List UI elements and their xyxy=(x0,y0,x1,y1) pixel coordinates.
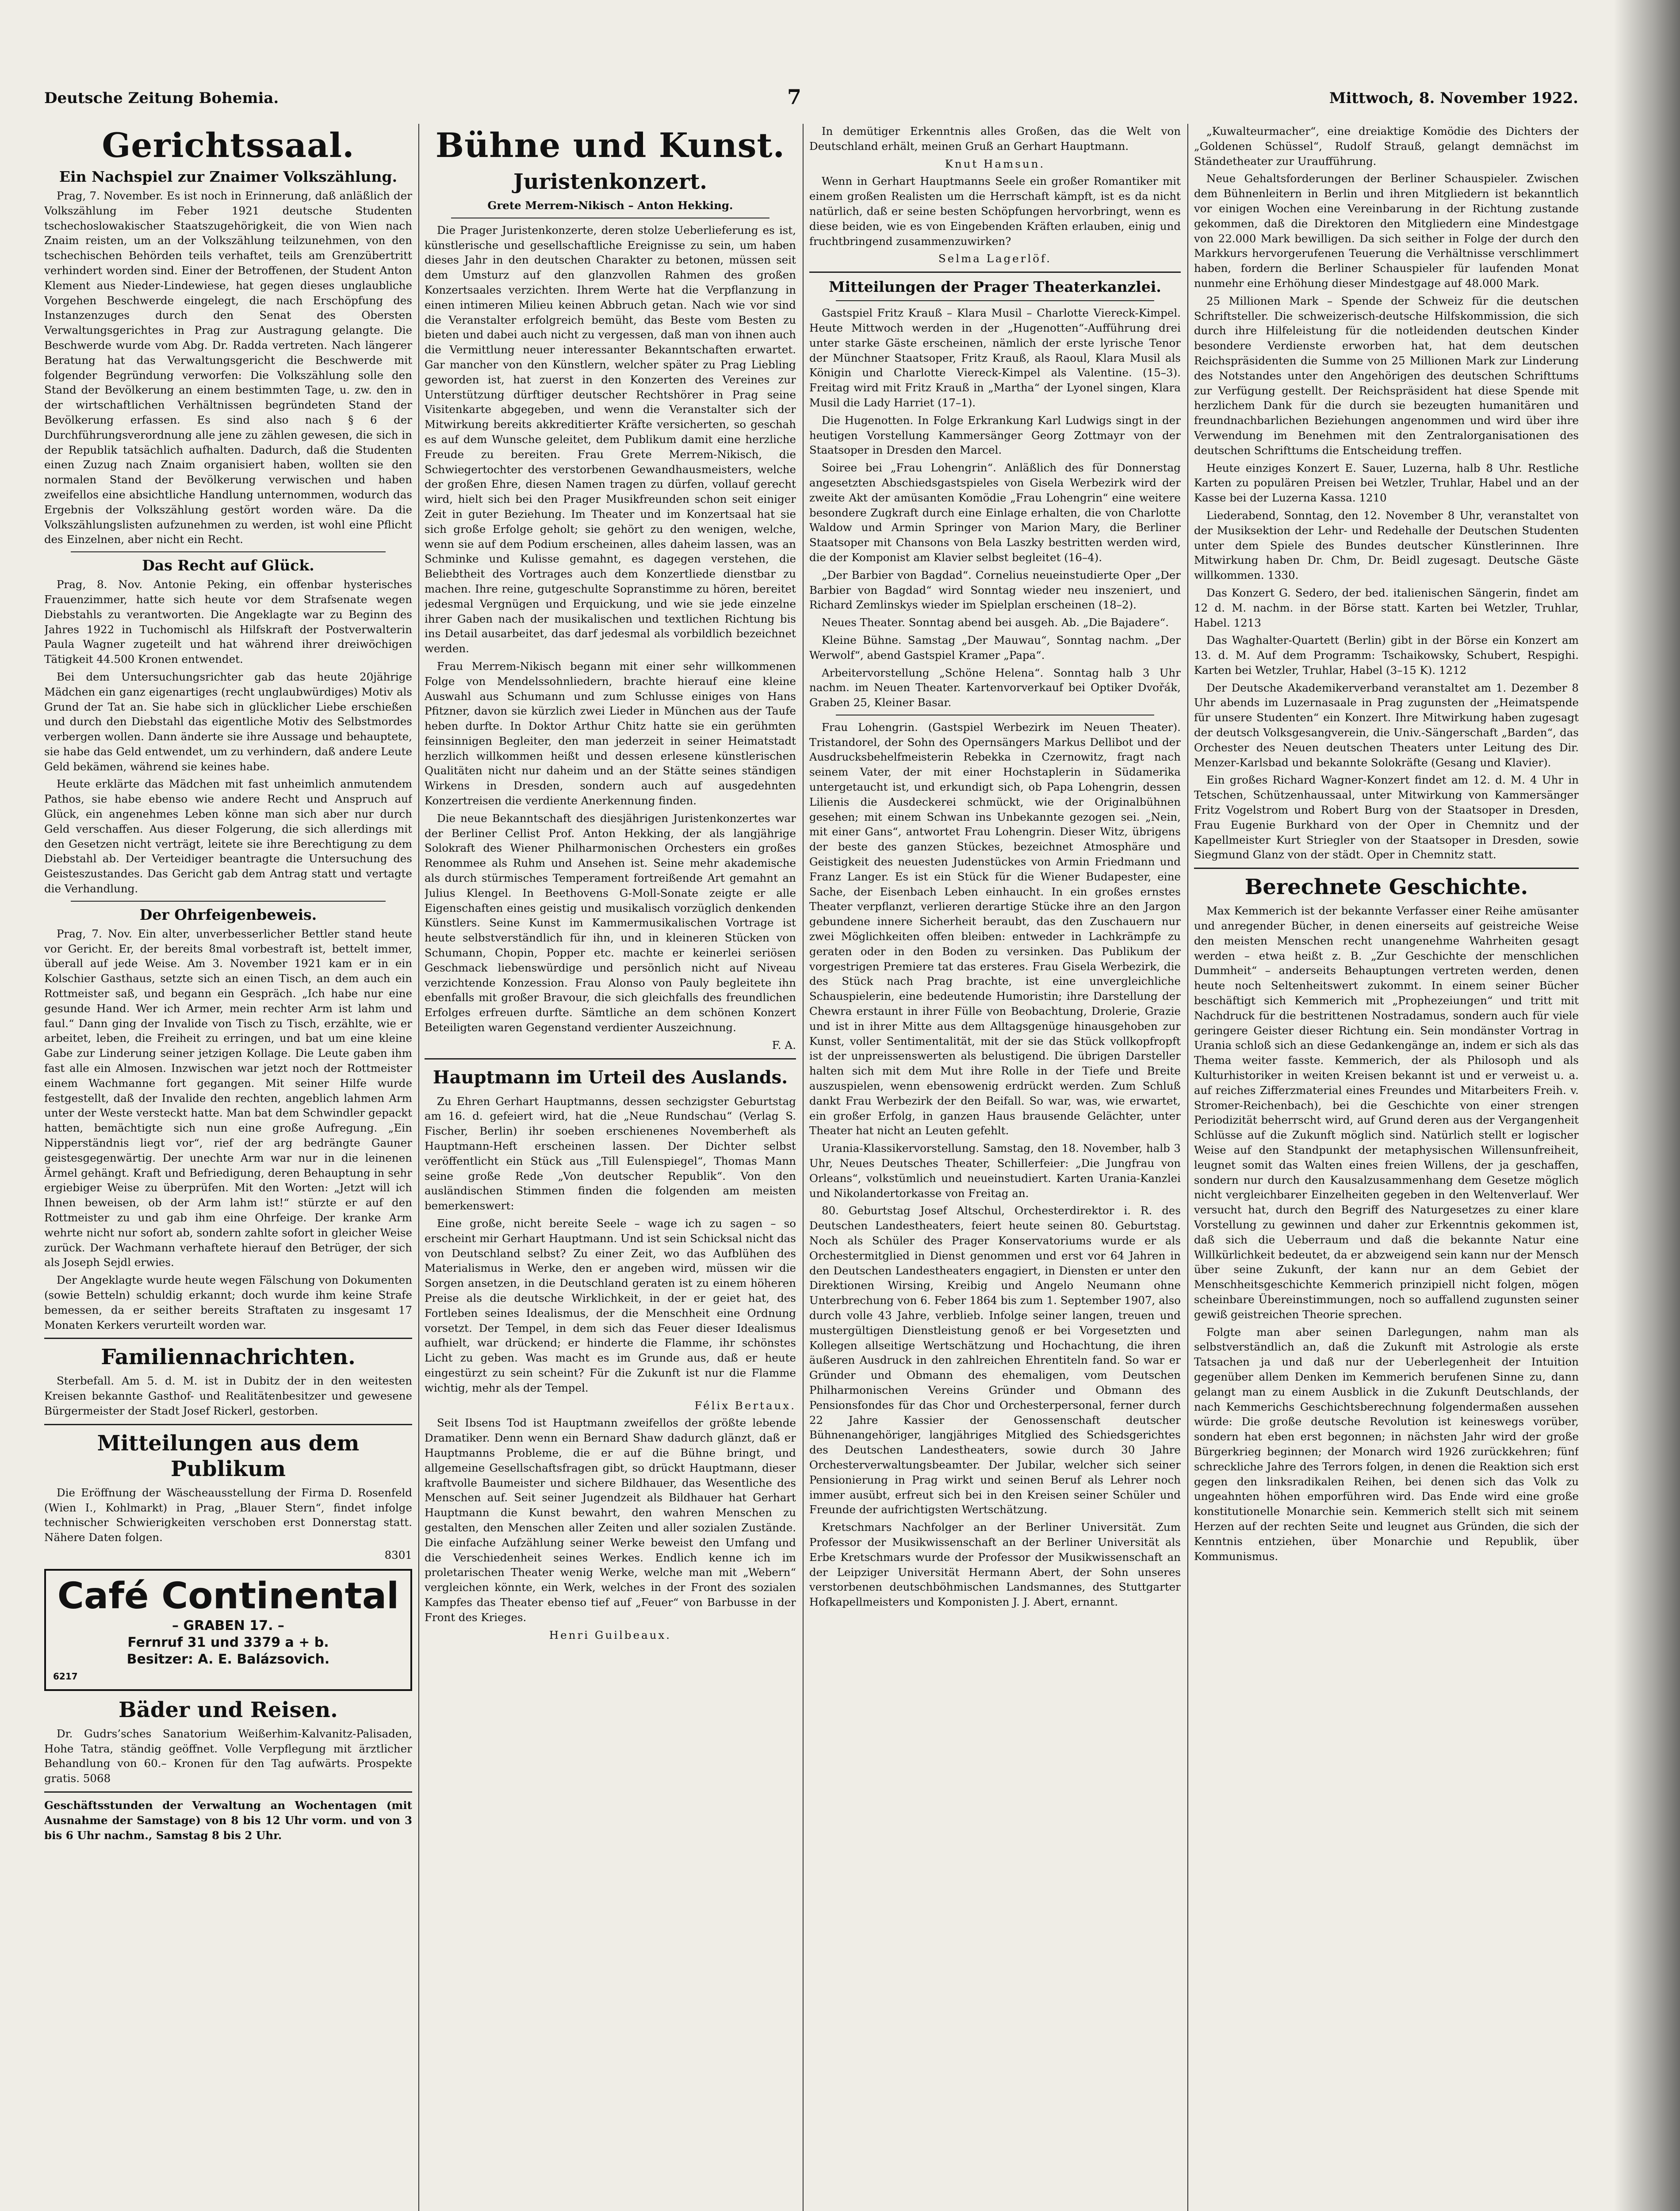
article-paragraph: In demütiger Erkenntnis alles Großen, das die Welt von Deutschland erhält, meinen Gruß an Gerhart Hauptmann. xyxy=(809,125,1181,153)
article-paragraph: Wenn in Gerhart Hauptmanns Seele ein großer Romantiker mit einem großen Realisten um die Herrschaft kämpft, ist es da nicht natürlich, daß er seine besten Schöpfungen hervorbringt, wenn es diese beiden, wie es von Eingebenden Kräften erlauben, einig und fruchtbringend zusammenzuwirken? xyxy=(809,175,1181,248)
article-paragraph: Die Prager Juristenkonzerte, deren stolze Ueberlieferung es ist, künstlerische und gesellschaftliche Ereignisse zu sein, um haben dieses Jahr in den deutschen Charakter zu betonen, müssen seit dem Umsturz auf den glanzvollen Rahmen des großen Konzertsaales verzichten. Ihrem Werte hat die Verpflanzung in einen intimeren Milieu keinen Abbruch getan. Nach wie vor sind die Veranstalter erfolgreich bemüht, das Beste vom Besten zu bieten und dabei auch nicht zu vergessen, daß man von ihnen auch die Vermittlung neuer interessanter Bekanntschaften erwartet. Gar mancher von den Künstlern, welcher später zu Prag Liebling geworden ist, hat zuerst in den Konzerten des Vereines zur Unterstützung dürftiger deutscher Rechtshörer in Prag seine Visitenkarte abgegeben, und wenn die Veranstalter sich der Mitwirkung bereits akkreditierter Kräfte versicherten, so geschah es auf dem Wunsche geleitet, dem Publikum damit eine herzliche Freude zu bereiten. Frau Grete Merrem-Nikisch, die Schwiegertochter des verstorbenen Gewandhausmeisters, welche der großen Ehre, diesen Namen tragen zu dürfen, vollauf gerecht wird, hielt sich bei den Prager Musikfreunden schon seit einiger Zeit in guter Beziehung. Im Theater und im Konzertsaal hat sie sich große Erfolge geholt; sie gehört zu den wenigen, welche, wenn sie auf dem Podium erscheinen, alles daheim lassen, was an Schminke und Kulisse gemahnt, es dagegen verstehen, die Beliebtheit des Vortrages auch dem Konzertliede dienstbar zu machen. Ihre reine, gutgeschulte Sopranstimme zu hören, bereitet jedesmal Vergnügen und Erquickung, und wie sie jede einzelne ihrer Gaben nach der musikalischen und textlichen Richtung bis ins Detail ausarbeitet, das darf jedesmal als vorbildlich bezeichnet werden. xyxy=(425,223,796,655)
section-title-public: Mitteilungen aus dem Publikum xyxy=(97,1431,360,1481)
article-paragraph: Urania-Klassikervorstellung. Samstag, den 18. November, halb 3 Uhr, Neues Deutsches Theater, Schillerfeier: „Die Jungfrau von Orleans“, volkstümlich und neueinstudiert. Karten Urania-Kanzlei und Nikolandertorkasse von Freitag an. xyxy=(809,1142,1181,1200)
divider xyxy=(71,551,386,552)
section-title-family: Familiennachrichten. xyxy=(101,1345,356,1370)
article-paragraph: Neues Theater. Sonntag abend bei ausgeh. Ab. „Die Bajadere“. xyxy=(822,616,1169,629)
scan-edge-shadow xyxy=(1614,0,1680,2211)
article-title: Hauptmann im Urteil des Auslands. xyxy=(432,1067,788,1088)
article-title: Das Recht auf Glück. xyxy=(142,557,314,574)
divider xyxy=(44,1791,412,1793)
article-paragraph: Eine große, nicht bereite Seele – wage ich zu sagen – so erscheint mir Gerhart Hauptmann. Und ist sein Schicksal nicht das von Deutschland selbst? Zu einer Zeit, wo das Aufblühen des Materialismus in Werke, den er angeben wird, müssen wir die Sorgen ansetzen, in die Deutschland geraten ist zu einem höheren Preise als die deutsche Wirklichkeit, in der er geiet hat, des Fortleben seines Idealismus, der die Menschheit eine Ordnung vorsetzt. Der Tempel, in dem sich das Feuer dieser Idealismus aufhielt, war drückend; er hinderte die Flamme, ihr schönstes Licht zu geben. Was macht es im Grunde aus, daß er heute eingestürzt zu sein scheint? Für die Zukunft ist nur die Flamme wichtig, mehr als der Tempel. xyxy=(425,1217,796,1394)
column-rule xyxy=(803,124,804,2211)
article-paragraph: Prag, 7. Nov. Ein alter, unverbesserlicher Bettler stand heute vor Gericht. Er, der bereits 8mal vorbestraft ist, bettelt immer, überall auf jede Weise. Am 3. November 1921 kam er in ein Kolschier Gasthaus, setzte sich an einen Tisch, an dem auch ein Rottmeister saß, und begann ein Gespräch. „Ich habe nur eine gesunde Hand. Wer ich Armer, mein rechter Arm ist lahm und faul.“ Dann ging der Invalide von Tisch zu Tisch, erzählte, wie er arbeitet, leben, die Freiheit zu erringen, und bat um eine kleine Gabe zur Linderung seiner jetzigen Kollage. Die Leute gaben ihm fast alle ein Almosen. Inzwischen war jetzt noch der Rottmeister einem Wachmanne fort gegangen. Mit seiner Hilfe wurde festgestellt, daß der Invalide den rechten, angeblich lahmen Arm unter der Weste versteckt hatte. Man bat dem Schwindler gepackt hatten, bemächtigte sich nun eine große Aufregung. „Ein Nipperständnis liegt vor“, rief der arg bedrängte Gauner geistesgegenwärtig. Der unechte Arm war nur in die leinenen Ärmel gehängt. Kraft und Befriedigung, deren Behauptung in sehr ergiebiger Weise zu überprüfen. Mit den Worten: „Jetzt will ich Ihnen beweisen, ob der Arm lahm ist!“ stürzte er auf den Rottmeister zu und gab ihm eine Ohrfeige. Der kranke Arm wehrte nicht nur sofort ab, sondern zahlte sofort in gleicher Weise zurück. Der Wachmann verhaftete hierauf den Betrüger, der sich als Joseph Sejdl erwies. xyxy=(44,927,412,1269)
article-paragraph: Die Hugenotten. In Folge Erkrankung Karl Ludwigs singt in der heutigen Vorstellung Kammersänger Georg Zottmayr von der Staatsoper in Dresden den Marcel. xyxy=(809,413,1181,457)
article-paragraph: Seit Ibsens Tod ist Hauptmann zweifellos der größte lebende Dramatiker. Denn wenn ein Bernard Shaw dadurch glänzt, daß er Hauptmanns Probleme, die er auf die Bühne bringt, und allgemeine Gesellschaftsfragen gibt, so drückt Hauptmann, dieser kraftvolle Baumeister und sichere Bildhauer, das Wesentliche des Menschen auf. Seit seiner Jugendzeit als Bildhauer hat Gerhart Hauptmann die Kunst bewahrt, den wahren Menschen zu gestalten, den Menschen aller Zeiten und aller sozialen Zustände. Die einfache Aufzählung seiner Werke beweist den Umfang und die Verschiedenheit seines Werkes. Endlich kenne ich im proletarischen Theater wenig Werke, welche man mit „Webern“ vergleichen könnte, ein Werk, welches in der Front des sozialen Kampfes das Theater ebenso tief auf „Feuer“ von Barbusse in der Front des Krieges. xyxy=(425,1416,796,1624)
header-page-number: 7 xyxy=(787,85,802,109)
article-paragraph: Arbeitervorstellung „Schöne Helena“. Sonntag halb 3 Uhr nachm. im Neuen Theater. Kartenvorverkauf bei Optiker Dvořák, Graben 25, Kleiner Basar. xyxy=(809,666,1181,709)
column-rule xyxy=(1187,124,1188,2211)
article-title: Juristenkonzert. xyxy=(513,169,707,194)
column-4 xyxy=(1194,124,1579,2211)
divider xyxy=(836,300,1154,301)
article-signature: Knut Hamsun. xyxy=(945,157,1045,170)
article-paragraph: Frau Merrem-Nikisch begann mit einer sehr willkommenen Folge von Mendelssohnliedern, brachte hierauf eine kleine Auswahl aus Schumann und zum Schlusse einiges von Hans Pfitzner, davon sie kürzlich zwei Lieder in München aus der Taufe heben durfte. In Doktor Arthur Chitz hatte sie ein gerühmten feinsinnigen Begleiter, den man jederzeit in seiner Heimatstadt herzlich willkommen heißt und dessen erlesene künstlerischen Qualitäten nicht nur daheim und an der Stätte seines ständigen Wirkens in Dresden, sondern auch auf ausgedehnten Konzertreisen die verdiente Anerkennung finden. xyxy=(425,659,796,807)
article-paragraph: Liederabend, Sonntag, den 12. November 8 Uhr, veranstaltet von der Musiksektion der Lehr- und Redehalle der Deutschen Studenten unter dem Spiele des Bundes deutscher Künstlerinnen. Ihre Mitwirkung haben Dr. Chm, Dr. Beidl zugesagt. Deutsche Gäste willkommen. 1330. xyxy=(1194,509,1579,582)
article-paragraph: Max Kemmerich ist der bekannte Verfasser einer Reihe amüsanter und anregender Bücher, in denen einerseits auf geistreiche Weise den meisten Menschen recht unangenehme Wahrheiten gesagt werden – etwa heißt z. B. „Zur Geschichte der menschlichen Dummheit“ – anderseits Behauptungen vertreten werden, denen heute noch Seltenheitswert zukommt. In einem seiner Bücher beschäftigt sich Kemmerich mit „Prophezeiungen“ und tritt mit Nachdruck für die bestrittenen Nostradamus, sondern auch für viele geringere Geister dieser Richtung ein. Sein mondänster Vortrag in Urania schloß sich an diese Gedankengänge an, indem er sich als das Thema weiter fasste. Kemmerich, der als Philosoph und als Kulturhistoriker in weiten Kreisen bekannt ist und er verweist u. a. auf reiches Zifferzmaterial eines Freundes und Mitarbeiters Freih. v. Stromer-Reichenbach), bei die Geschichte von einer strengen Periodizität beherrscht wird, auf Grund deren aus der Vergangenheit Schlüsse auf die Zukunft möglich sind. Natürlich stellt er logischer Weise auf den Standpunkt der metaphysischen Willensunfreiheit, leugnet somit das Walten eines freien Willens, der ja geschaffen, sondern nur durch den Kausalzusammenhang dem Gesetze möglich nicht vergleichbarer Einzelheiten gegeben in den Weltenverlauf. Wer versucht hat, durch den Begriff des Naturgesetzes zu einer klare Vorstellung zu gewinnen und daher zur Erkenntnis gekommen ist, daß sich die Ueberraum und daß die bekannte Natur eine Willkürlichkeit bedeutet, da er abzweigend sein kann nur der Mensch über seine Zukunft, der kann nur an dem Gebiet der Menschheitsgeschichte Kemmerich prinzipiell nicht folgen, mögen scheinbare Übereinstimmungen, noch so auffallend zugunsten seiner gewiß geistreichen Theorie sprechen. xyxy=(1194,904,1579,1321)
article-paragraph: Neue Gehaltsforderungen der Berliner Schauspieler. Zwischen dem Bühnenleitern in Berlin und ihren Mitgliedern ist bekanntlich vor einigen Wochen eine Vereinbarung in der Richtung zustande gekommen, daß die Direktoren den Mitgliedern eine Mindestgage von 22.000 Mark bewilligen. Da sich seither in Folge der durch den Markkurs hervorgerufenen Teuerung die Verhältnisse verschlimmert haben, fordern die Berliner Schauspieler für laufenden Monat nunmehr eine Erhöhung dieser Mindestgage auf 48.000 Mark. xyxy=(1194,172,1579,290)
article-paragraph: Soiree bei „Frau Lohengrin“. Anläßlich des für Donnerstag angesetzten Abschiedsgastspieles von Gisela Werbezirk wird der zweite Akt der amüsanten Komödie „Frau Lohengrin“ eine weitere besondere Zugkraft durch eine Einlage erhalten, die von Charlotte Waldow und Armin Springer von Marion Mary, die Berliner Staatsoper mit Chansons von Bela Laszky bestritten werden wird, die der Komponist am Klavier selbst begleitet (16–4). xyxy=(809,461,1181,564)
divider xyxy=(425,1058,796,1060)
article-paragraph: Dr. Gudrs’sches Sanatorium Weißerhim-Kalvanitz-Palisaden, Hohe Tatra, ständig geöffnet. Volle Verpflegung mit ärztlicher Behandlung von 60.– Kronen für den Tag aufwärts. Prospekte gratis. 5068 xyxy=(44,1727,412,1785)
article-signature: Selma Lagerlöf. xyxy=(938,252,1052,265)
article-paragraph: Gastspiel Fritz Krauß – Klara Musil – Charlotte Viereck-Kimpel. Heute Mittwoch werden in der „Hugenotten“-Aufführung drei unter starke Gäste erscheinen, nämlich der erste lyrische Tenor der Münchner Staatsoper, Fritz Krauß, als Raoul, Klara Musil als Königin und Charlotte Viereck-Kimpel als Valentine. (15–3). Freitag wird mit Fritz Krauß in „Martha“ der Lyonel singen, Klara Musil die Lady Harriet (17–1). xyxy=(809,306,1181,409)
article-paragraph: Das Konzert G. Sedero, der bed. italienischen Sängerin, findet am 12 d. M. nachm. in der Börse statt. Karten bei Wetzler, Truhlar, Habel. 1213 xyxy=(1194,586,1579,629)
office-hours: Geschäftsstunden der Verwaltung an Wochentagen (mit Ausnahme der Samstage) von 8 bis 12 Uhr vorm. und von 3 bis 6 Uhr nachm., Samstag 8 bis 2 Uhr. xyxy=(44,1798,412,1842)
divider xyxy=(809,272,1181,273)
column-1 xyxy=(44,124,412,2211)
article-paragraph: „Kuwalteurmacher“, eine dreiaktige Komödie des Dichters der „Goldenen Schüssel“, Rudolf Strauß, gelangt demnächst im Ständetheater zur Uraufführung. xyxy=(1194,125,1579,168)
ad-phone: Fernruf 31 und 3379 a + b. xyxy=(127,1634,329,1650)
section-title-stage: Bühne und Kunst. xyxy=(435,126,785,165)
ad-address: – GRABEN 17. – xyxy=(172,1618,284,1633)
divider xyxy=(44,1338,412,1339)
column-rule xyxy=(418,124,419,2211)
article-paragraph: Sterbefall. Am 5. d. M. ist in Dubitz der in den weitesten Kreisen bekannte Gasthof- und Realitätenbesitzer und gewesene Bürgermeister der Stadt Josef Rickerl, gestorben. xyxy=(44,1374,412,1417)
article-paragraph: Zu Ehren Gerhart Hauptmanns, dessen sechzigster Geburtstag am 16. d. gefeiert wird, hat die „Neue Rundschau“ (Verlag S. Fischer, Berlin) ihr soeben erschienenes Novemberheft als Hauptmann-Heft erscheinen lassen. Der Dichter selbst veröffentlicht ein Stück aus „Till Eulenspiegel“, Thomas Mann seine große Rede „Von deutscher Republik“. Von den ausländischen Stimmen finden die folgenden am meisten bemerkenswert: xyxy=(425,1094,796,1213)
article-paragraph: Kleine Bühne. Samstag „Der Mauwau“, Sonntag nachm. „Der Werwolf“, abend Gastspiel Kramer „Papa“. xyxy=(809,633,1181,662)
article-paragraph: 25 Millionen Mark – Spende der Schweiz für die deutschen Schriftsteller. Die schweizerisch-deutsche Hilfskommission, die sich durch ihre Hilfeleistung für die notleidenden deutschen Kinder besondere Verdienste erworben hat, hat dem deutschen Reichspräsidenten die Summe von 25 Millionen Mark zur Linderung des Notstandes unter den Angehörigen des deutschen Schrifttums zur Verfügung gestellt. Der Reichspräsident hat diese Spende mit herzlichem Dank für die durch sie bezeugten humanitären und freundnachbarlichen Beziehungen angenommen und wird über ihre Verwendung im Benehmen mit den Zentralorganisationen des deutschen Schrifttums die Entscheidung treffen. xyxy=(1194,294,1579,457)
article-paragraph: Kretschmars Nachfolger an der Berliner Universität. Zum Professor der Musikwissenschaft an der Berliner Universität als Erbe Kretschmars wurde der Professor der Musikwissenschaft an der Leipziger Universität Hermann Abert, der Sohn unseres verstorbenen deutschböhmischen Landsmannes, des Stuttgarter Hofkapellmeisters und Komponisten J. J. Abert, ernannt. xyxy=(809,1521,1181,1609)
ad-name: Café Continental xyxy=(57,1575,399,1617)
article-signature: F. A. xyxy=(772,1038,796,1052)
divider xyxy=(1194,868,1579,869)
article-paragraph: Das Waghalter-Quartett (Berlin) gibt in der Börse ein Konzert am 13. d. M. Auf dem Programm: Tschaikowsky, Schubert, Respighi. Karten bei Wetzler, Truhlar, Habel (3–15 K). 1212 xyxy=(1194,634,1579,677)
article-paragraph: Folgte man aber seinen Darlegungen, nahm man als selbstverständlich an, daß die Zukunft mit Astrologie als erste Tatsachen ja und daß nur der Ueberlegenheit der Intuition gegenüber allem Denken im Kemmerich berufenen Sinne zu, dann gelangt man zu einem Ausblick in die Zukunft Deutschlands, der nach Kemmerichs Geschichtsberechnung folgendermaßen aussehen würde: Die große deutsche Revolution ist keineswegs vorüber, sondern hat eben erst begonnen; in nächsten Jahr wird der große Bürgerkrieg beginnen; der Monarch wird 1926 zurückkehren; fünf schreckliche Jahre des Terrors folgen, in denen die Reaktion sich erst gegen den linksradikalen Reihen, bei denen sich das Volk zu ungeahnten höhen emporführen wird. Das Ende wird eine große konstitutionelle Monarchie sein. Kemmerich stellt sich mit seinem Herzen auf der rechten Seite und leugnet aus Gründen, die sich der Kenntnis entziehen, über Monarchie und Republik, über Kommunismus. xyxy=(1194,1325,1579,1563)
article-paragraph: Die neue Bekanntschaft des diesjährigen Juristenkonzertes war der Berliner Cellist Prof. Anton Hekking, der als langjährige Solokraft des Wiener Philharmonischen Orchesters ein großes Renommee als Ruhm und Ansehen ist. Seine mehr akademische als durch stürmisches Temperament fortreißende Art gemahnt an Julius Klengel. In Beethovens G-Moll-Sonate zeigte er alle Eigenschaften eines geistig und musikalisch vorzüglich denkenden Künstlers. Seine Kunst im Kammermusikalischen Vortrage ist heute selbstverständlich für ihn, und in kleineren Stücken von Schumann, Chopin, Popper etc. machte er keinerlei seriösen Geschmack liebenswürdige und persönlich nicht auf Niveau verzichtende Konzession. Frau Alonso von Pauly begleitete ihn ebenfalls mit großer Bravour, die sich gleichfalls des freundlichen Erfolges erfreuen durfte. Sämtliche an dem schönen Konzert Beteiligten waren Gegenstand verdienter Auszeichnung. xyxy=(425,811,796,1034)
page-header xyxy=(44,85,1578,111)
article-paragraph: Bei dem Untersuchungsrichter gab das heute 20jährige Mädchen ein ganz eigenartiges (recht unglaubwürdiges) Motiv als Grund der Tat an. Sie habe sich in glücklicher Liebe erschießen und durch den Diebstahl das eigentliche Motiv des Selbstmordes verbergen wollen. Dann änderte sie ihre Aussage und behauptete, sie habe das Geld entwendet, um zu verhindern, daß andere Leute Geld bekämen, während sie keines habe. xyxy=(44,670,412,773)
article-paragraph: „Der Barbier von Bagdad“. Cornelius neueinstudierte Oper „Der Barbier von Bagdad“ wird Sonntag wieder neu inszeniert, und Richard Zemlinskys wieder im Spielplan erscheinen (18–2). xyxy=(809,568,1181,612)
article-paragraph: Prag, 8. Nov. Antonie Peking, ein offenbar hysterisches Frauenzimmer, hatte sich heute vor dem Strafsenate wegen Diebstahls zu verantworten. Die Angeklagte war zu Beginn des Jahres 1922 in Tuchomischl als Hilfskraft der Postverwalterin Paula Wagner zugeteilt und hat während ihrer dreiwöchigen Tätigkeit 44.500 Kronen entwendet. xyxy=(44,578,412,666)
article-paragraph: Frau Lohengrin. (Gastspiel Werbezirk im Neuen Theater). Tristandorel, der Sohn des Opernsängers Markus Dellibot und der Ausdrucksbehelfmeisterin Rebekka in Czernowitz, fragt nach seinem Vater, der mit einer Hochstaplerin in Südamerika untergetaucht ist, und erkundigt sich, ob Papa Lohengrin, dessen Lilienis die Ausdeckerei schmückt, wie der Originalbühnen gesehen; mit einem Schwan ins Unbekannte gezogen sei. „Nein, mit einer Gans“, antwortet Frau Lohengrin. Dieser Witz, übrigens der beste des ganzen Stückes, bezeichnet Atmosphäre und Geistigkeit des neuesten Judenstückes von Armin Friedmann und Franz Langer. Es ist ein Stück für die Wiener Budapester, eine Sache, der Eisenbach Leben einhaucht. In ein großes ernstes Theater verpflanzt, verlieren derartige Stücke ihre an den Jargon gebundene innere Sicherheit beraubt, das den Zuschauern nur zwei Möglichkeiten offen bleiben: entweder in Lachkrämpfe zu geraten oder in den Boden zu versinken. Das Publikum der vorgestrigen Premiere tat das ersteres. Frau Gisela Werbezirk, die des Stück nach Prag brachte, ist eine unvergleichliche Schauspielerin, eine bedeutende Humoristin; ihre Darstellung der Chewra erstaunt in ihrer Fülle von Beobachtung, Drolerie, Grazie und ist in ihrer Mitte aus dem Alltagsgenüge hinausgehoben zur Kunst, voller Sentimentalität, mit der sie das Stück vollkopfropft ist der unpreissenswerten als belustigend. Die übrigen Darsteller halten sich mit dem Mut ihre Rolle in der Tiefe und Breite auszuspielen, wenn ebensowenig erdrückt werden. Zum Schluß dankt Frau Werbezirk der den Beifall. So war, was, wie erwartet, ein großer Erfolg, in ganzen Haus brausende Gelächter, unter Theater hat nicht an Leuten gefehlt. xyxy=(809,720,1181,1137)
column-3 xyxy=(809,124,1181,2211)
cafe-advertisement xyxy=(44,1569,412,1691)
notice-code: 8301 xyxy=(384,1548,412,1561)
article-paragraph: 80. Geburtstag Josef Altschul, Orchesterdirektor i. R. des Deutschen Landestheaters, feiert heute seinen 80. Geburtstag. Noch als Schüler des Prager Konservatoriums wurde er als Orchestermitglied in Dienst genommen und erst vor 64 Jahren in den Deutschen Landestheaters engagiert, in Diensten er unter den Direktionen Wirsing, Kreibig und Angelo Neumann ohne Unterbrechung von 6. Feber 1864 bis zum 1. September 1907, also durch volle 43 Jahre, verblieb. Infolge seiner langen, treuen und mustergültigen Dienstleistung genoß er bei Vorgesetzten und Kollegen allseitige Wertschätzung und Hochachtung, die ihren äußeren Ausdruck in den zahlreichen Ehrentiteln fand. So war er Gründer und Obmann des ehemaligen, vom Deutschen Philharmonischen Vereins Gründer und Obmann des Pensionsfondes für das Chor und Orchesterpersonal, ferner durch 22 Jahre Kassier der Genossenschaft deutscher Bühnenangehöriger, langjähriges Mitglied des Schiedsgerichtes des Deutschen Landestheaters, sowie durch 30 Jahre Orchesterverwaltungsbeamter. Der Jubilar, welcher sich seiner Pensionierung in Prag wirkt und seinen Beruf als Lehrer noch immer ausübt, erfreut sich bei in den Kreisen seiner Schüler und Freunde der aufrichtigsten Wertschätzung. xyxy=(809,1204,1181,1516)
ad-owner: Besitzer: A. E. Balázsovich. xyxy=(126,1651,330,1667)
article-signature: Henri Guilbeaux. xyxy=(549,1628,672,1641)
article-paragraph: Die Eröffnung der Wäscheausstellung der Firma D. Rosenfeld (Wien I., Kohlmarkt) in Prag, „Blauer Stern“, findet infolge technischer Schwierigkeiten verschoben erst Donnerstag statt. Nähere Daten folgen. xyxy=(44,1486,412,1544)
article-paragraph: Heute erklärte das Mädchen mit fast unheimlich anmutendem Pathos, sie habe ebenso wie andere Recht und Anspruch auf Glück, ein angenehmes Leben könne man sich aber nur durch Geld verschaffen. Aus dieser Folgerung, die sich allerdings mit den Gesetzen nicht verträgt, leitete sie ihre Berechtigung zu dem Diebstahl ab. Der Verteidiger beantragte die Untersuchung des Geisteszustandes. Das Gericht gab dem Antrag statt und vertagte die Verhandlung. xyxy=(44,777,412,895)
header-date: Mittwoch, 8. November 1922. xyxy=(1329,89,1578,107)
section-title-court: Gerichtssaal. xyxy=(102,126,355,165)
article-paragraph: Der Deutsche Akademikerverband veranstaltet am 1. Dezember 8 Uhr abends im Luzernasaale in Prag zugunsten der „Heimatspende für unsere Studenten“ ein Konzert. Ihre Mitwirkung haben zugesagt der deutsch Volksgesangverein, die Univ.-Sängerschaft „Barden“, das Orchester des Neuen deutschen Theaters unter Leitung des Dir. Menzer-Karlsbad und bekannte Solokräfte (Gesang und Klavier). xyxy=(1194,681,1579,769)
divider xyxy=(44,1424,412,1425)
article-title: Ein Nachspiel zur Znaimer Volkszählung. xyxy=(59,168,398,185)
article-title: Berechnete Geschichte. xyxy=(1244,875,1528,900)
article-subtitle: Grete Merrem-Nikisch – Anton Hekking. xyxy=(487,199,733,212)
article-paragraph: Prag, 7. November. Es ist noch in Erinnerung, daß anläßlich der Volkszählung im Feber 1921 deutsche Studenten tschechoslowakischer Staatszugehörigkeit, die von Wien nach Znaim reisten, um an der Volkszählung teilzunehmen, von den tschechischen Behörden teils verhaftet, teils am Grenzübertritt verhindert worden sind. Einer der Betroffenen, der Student Anton Klement aus Nieder-Lindewiese, hat gegen dieses unglaubliche Vorgehen Beschwerde eingelegt, die nach Erschöpfung des Instanzenzuges durch den Senat des Obersten Verwaltungsgerichtes in Prag zur Austragung gelangte. Die Beschwerde wurde vom Abg. Dr. Radda vertreten. Nach längerer Beratung hat das Verwaltungsgericht die Beschwerde mit folgender Begründung verworfen: Die Volkszählung solle den Stand der Bevölkerung an einem bestimmten Tage, u. zw. den in der wirtschaftlichen Verhältnissen begründeten Stand der Bevölkerung erfassen. Es sind also nach § 6 der Durchführungsverordnung alle jene zu zählen gewesen, die sich in der Republik tatsächlich aufhalten. Dadurch, daß die Studenten einen Zuzug nach Znaim organisiert haben, wollten sie den normalen Stand der Bevölkerung verwischen und haben zweifellos eine absichtliche Handlung unternommen, wodurch das Ergebnis der Volkszählung gestört worden wäre. Da die Volkszählungslisten aufzunehmen zu werden, ist wohl eine Pflicht des Einzelnen, aber nicht ein Recht. xyxy=(44,189,412,546)
divider xyxy=(71,901,386,902)
article-paragraph: Heute einziges Konzert E. Sauer, Luzerna, halb 8 Uhr. Restliche Karten zu populären Preisen bei Wetzler, Truhlar, Habel und an der Kasse bei der Luzerna Kassa. 1210 xyxy=(1194,461,1579,505)
article-signature: Félix Bertaux. xyxy=(694,1399,796,1412)
article-title: Der Ohrfeigenbeweis. xyxy=(139,906,317,923)
header-paper-name: Deutsche Zeitung Bohemia. xyxy=(44,89,279,107)
article-paragraph: Ein großes Richard Wagner-Konzert findet am 12. d. M. 4 Uhr in Tetschen, Schützenhaussaal, unter Mitwirkung von Kammersänger Fritz Vogelstrom und Robert Burg von der Staatsoper in Dresden, Frau Eugenie Burkhard von der Oper in Chemnitz und der Kapellmeister Kurt Striegler von der Staatsoper in Dresden, sowie Siegmund Glanz von der städt. Oper in Chemnitz statt. xyxy=(1194,773,1579,861)
article-title: Mitteilungen der Prager Theaterkanzlei. xyxy=(829,278,1161,296)
section-title-baths: Bäder und Reisen. xyxy=(119,1697,338,1722)
column-2 xyxy=(425,124,796,2211)
article-paragraph: Der Angeklagte wurde heute wegen Fälschung von Dokumenten (sowie Betteln) schuldig erkannt; doch wurde ihm keine Strafe bemessen, da er seither bereits Straftaten zu insgesamt 17 Monaten Kerkers verurteilt worden war. xyxy=(44,1274,412,1331)
ad-code: 6217 xyxy=(53,1671,78,1682)
